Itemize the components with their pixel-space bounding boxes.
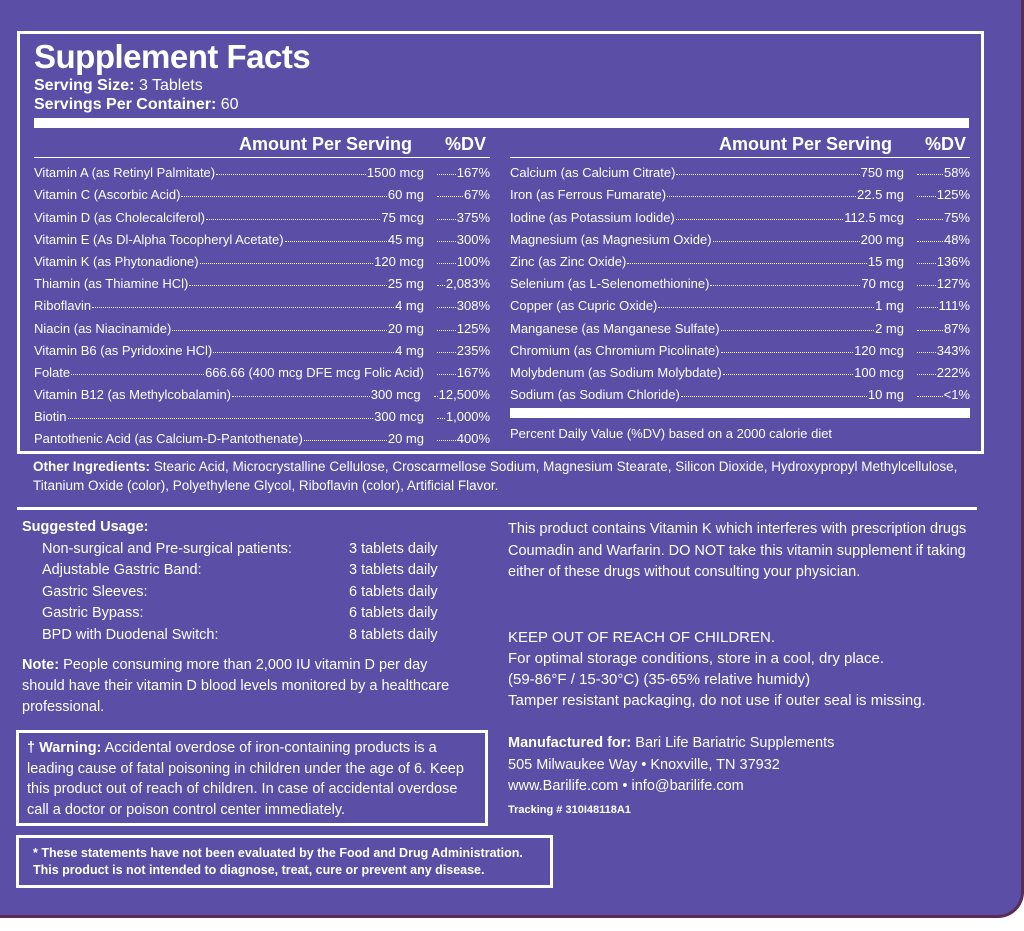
manufacturer-label: Manufactured for: — [508, 735, 632, 751]
nutrient-amount: 4 mg — [395, 342, 424, 358]
fda-line-2: This product is not intended to diagnose, treat, cure or prevent any disease. — [33, 863, 485, 877]
nutrient-dv-cell — [904, 387, 970, 402]
warning-text: Accidental overdose of iron-containing products is a leading cause of fatal poisoning in children under the age of 6. Keep this product out of reach of children. In case of accidental overdose call a doctor or poison control center immediately. — [27, 740, 464, 818]
leader-dots — [206, 219, 380, 220]
nutrient-name: Magnesium (as Magnesium Oxide) — [510, 231, 712, 247]
nutrient-amount: 75 mcg — [381, 209, 424, 225]
leader-dots — [437, 174, 456, 175]
nutrient-name: Molybdenum (as Sodium Molybdate) — [510, 364, 722, 380]
usage-label: Gastric Sleeves: — [42, 583, 148, 600]
nutrient-amount: 120 mcg — [374, 253, 424, 269]
nutrient-amount: 112.5 mcg — [844, 209, 904, 225]
manufacturer-address: 505 Milwaukee Way • Knoxville, TN 37932 — [508, 756, 780, 773]
leader-dots — [917, 374, 936, 375]
suggested-usage — [22, 519, 482, 646]
nutrient-name: Biotin — [34, 409, 67, 425]
fda-disclaimer-box — [16, 835, 553, 888]
nutrient-dv: 1,000% — [445, 409, 490, 425]
leader-dots — [917, 352, 936, 353]
nutrient-row — [34, 313, 490, 335]
right-nutrient-column — [510, 131, 970, 441]
nutrient-amount: 120 mcg — [854, 342, 904, 358]
nutrient-dv: 300% — [456, 231, 490, 247]
nutrient-dv: 12,500% — [438, 387, 490, 403]
nutrient-amount: 20 mg — [387, 431, 424, 447]
leader-dots — [437, 219, 456, 220]
nutrient-name: Sodium (as Sodium Chloride) — [510, 387, 680, 403]
nutrient-row — [34, 336, 490, 358]
nutrient-dv: 375% — [456, 209, 490, 225]
nutrient-dv-cell — [904, 254, 970, 269]
leader-dots — [627, 263, 867, 264]
iron-warning-box — [16, 730, 488, 826]
warning-label: † Warning: — [27, 740, 102, 756]
nutrient-name: Vitamin C (Ascorbic Acid) — [34, 187, 181, 203]
manufacturer-line — [508, 733, 978, 755]
nutrient-name: Chromium (as Chromium Picolinate) — [510, 342, 720, 358]
leader-dots — [437, 418, 445, 419]
nutrient-dv: 400% — [456, 431, 490, 447]
nutrient-row — [510, 291, 970, 313]
usage-value: 3 tablets daily — [349, 540, 438, 557]
nutrient-dv: 136% — [936, 253, 970, 269]
note-label: Note: — [22, 657, 60, 673]
nutrient-dv-cell — [904, 187, 970, 202]
nutrient-dv: 67% — [463, 187, 490, 203]
storage-info — [508, 627, 998, 711]
amount-header: Amount Per Serving — [238, 133, 412, 154]
leader-dots — [917, 330, 943, 331]
usage-label: BPD with Duodenal Switch: — [42, 626, 219, 643]
leader-dots — [721, 352, 854, 353]
nutrient-dv-cell — [904, 210, 970, 225]
leader-dots — [917, 241, 943, 242]
nutrient-name: Vitamin A (as Retinyl Palmitate) — [34, 165, 216, 181]
nutrient-dv-cell — [904, 165, 970, 180]
nutrient-row — [510, 180, 970, 202]
nutrient-row — [34, 269, 490, 291]
nutrient-dv: 111% — [938, 298, 970, 314]
leader-dots — [232, 396, 370, 397]
nutrient-name: Vitamin E (As Dl-Alpha Tocopheryl Acetate) — [34, 231, 284, 247]
nutrient-amount: 666.66 (400 mcg DFE mcg Folic Acid) — [205, 364, 424, 380]
storage-line-1: For optimal storage conditions, store in a cool, dry place. — [508, 650, 885, 667]
leader-dots — [189, 285, 387, 286]
nutrient-row — [510, 247, 970, 269]
nutrient-dv: 343% — [936, 342, 970, 358]
nutrient-amount: 15 mg — [867, 253, 904, 269]
nutrient-name: Vitamin B12 (as Methylcobalamin) — [34, 387, 232, 403]
note-text: People consuming more than 2,000 IU vitamin D per day should have their vitamin D blood levels monitored by a healthcare professional. — [22, 657, 450, 715]
nutrient-name: Folate — [34, 364, 71, 380]
leader-dots — [710, 285, 860, 286]
leader-dots — [437, 241, 456, 242]
nutrient-row — [510, 225, 970, 247]
leader-dots — [721, 330, 875, 331]
nutrient-dv-cell — [424, 232, 490, 247]
nutrient-dv-cell — [904, 232, 970, 247]
nutrient-amount: 300 mcg — [370, 387, 421, 403]
leader-dots — [917, 196, 936, 197]
nutrient-amount: 2 mg — [875, 320, 904, 336]
other-ingredients-label: Other Ingredients: — [33, 459, 151, 474]
nutrient-dv: 58% — [943, 165, 970, 181]
leader-dots — [917, 219, 943, 220]
nutrient-amount: 4 mg — [395, 298, 424, 314]
nutrient-dv-cell — [421, 387, 490, 402]
left-column-header — [34, 131, 490, 158]
leader-dots — [71, 374, 204, 375]
vitamin-d-note — [22, 655, 472, 718]
servings-per-container-value: 60 — [220, 96, 239, 113]
nutrient-amount: 22.5 mg — [857, 187, 904, 203]
usage-value: 8 tablets daily — [349, 626, 438, 643]
percent-dv-note: Percent Daily Value (%DV) based on a 2000 calorie diet — [510, 426, 833, 442]
leader-dots — [437, 196, 463, 197]
leader-dots — [917, 174, 943, 175]
leader-dots — [172, 330, 387, 331]
leader-dots — [437, 285, 445, 286]
nutrient-amount: 100 mcg — [854, 364, 904, 380]
serving-size-label: Serving Size: — [34, 77, 135, 94]
usage-label: Gastric Bypass: — [42, 605, 144, 622]
leader-dots — [917, 285, 936, 286]
usage-value: 6 tablets daily — [349, 583, 438, 600]
leader-dots — [216, 174, 366, 175]
nutrient-dv-cell — [424, 409, 490, 424]
nutrient-dv: 100% — [456, 253, 490, 269]
nutrient-row — [34, 247, 490, 269]
leader-dots — [713, 241, 860, 242]
other-ingredients — [33, 457, 963, 495]
nutrient-dv: 75% — [943, 209, 970, 225]
leader-dots — [917, 263, 936, 264]
nutrient-amount: 10 mg — [867, 387, 904, 403]
section-divider — [17, 507, 977, 510]
nutrient-name: Zinc (as Zinc Oxide) — [510, 253, 627, 269]
serving-size — [34, 76, 203, 95]
leader-dots — [181, 196, 386, 197]
servings-per-container-label: Servings Per Container: — [34, 96, 217, 113]
nutrient-name: Calcium (as Calcium Citrate) — [510, 165, 676, 181]
nutrient-amount: 20 mg — [387, 320, 424, 336]
usage-row — [22, 560, 482, 582]
nutrient-dv-cell — [424, 431, 490, 446]
leader-dots — [437, 307, 456, 308]
storage-line-3: Tamper resistant packaging, do not use if outer seal is missing. — [508, 692, 926, 709]
supplement-facts-box — [17, 31, 984, 454]
nutrient-row — [510, 358, 970, 380]
servings-per-container — [34, 95, 239, 114]
leader-dots — [92, 307, 394, 308]
nutrient-row — [34, 424, 490, 446]
left-nutrient-column — [34, 131, 490, 446]
manufacturer-contact: www.Barilife.com • info@barilife.com — [508, 778, 744, 794]
nutrient-amount: 1 mg — [875, 298, 904, 314]
leader-dots — [658, 307, 874, 308]
nutrient-dv: 125% — [936, 187, 970, 203]
nutrient-row — [34, 202, 490, 224]
header-divider — [34, 118, 969, 128]
dv-header: %DV — [444, 133, 486, 154]
nutrient-row — [510, 202, 970, 224]
nutrient-amount: 200 mg — [860, 231, 904, 247]
nutrient-row — [34, 380, 490, 402]
nutrient-dv: 127% — [936, 276, 970, 292]
vitamin-k-notice: This product contains Vitamin K which interferes with prescription drugs Coumadin and Warfarin. DO NOT take this vitamin supplement if taking either of these drugs without consulting your physician. — [508, 521, 967, 580]
nutrient-amount: 70 mcg — [861, 276, 904, 292]
leader-dots — [667, 196, 856, 197]
nutrient-name: Vitamin K (as Phytonadione) — [34, 253, 199, 269]
nutrient-dv-cell — [424, 365, 490, 380]
nutrient-dv: 2,083% — [445, 276, 490, 292]
nutrient-row — [510, 158, 970, 180]
nutrient-row — [34, 158, 490, 180]
nutrient-dv-cell — [904, 365, 970, 380]
nutrient-name: Thiamin (as Thiamine HCl) — [34, 276, 189, 292]
nutrient-name: Pantothenic Acid (as Calcium-D-Pantothenate) — [34, 431, 303, 447]
usage-label: Non-surgical and Pre-surgical patients: — [42, 540, 292, 557]
fda-line-1: * These statements have not been evaluated by the Food and Drug Administration. — [33, 846, 523, 860]
nutrient-dv: 125% — [456, 320, 490, 336]
usage-value: 3 tablets daily — [349, 562, 438, 579]
nutrient-name: Riboflavin — [34, 298, 92, 314]
nutrient-name: Vitamin B6 (as Pyridoxine HCl) — [34, 342, 213, 358]
nutrient-amount: 750 mg — [860, 165, 904, 181]
nutrient-amount: 25 mg — [387, 276, 424, 292]
nutrient-row — [34, 180, 490, 202]
leader-dots — [681, 396, 867, 397]
usage-value: 6 tablets daily — [349, 605, 438, 622]
nutrient-dv: 308% — [456, 298, 490, 314]
nutrient-row — [34, 291, 490, 313]
nutrient-amount: 300 mcg — [374, 409, 424, 425]
nutrient-dv-cell — [424, 254, 490, 269]
nutrient-dv-cell — [424, 165, 490, 180]
nutrient-dv: 48% — [943, 231, 970, 247]
nutrient-dv-cell — [424, 343, 490, 358]
leader-dots — [200, 263, 374, 264]
nutrient-dv-cell — [424, 187, 490, 202]
keep-out-of-reach: KEEP OUT OF REACH OF CHILDREN. — [508, 629, 775, 646]
nutrient-row — [510, 313, 970, 335]
nutrient-dv-cell — [904, 276, 970, 291]
nutrient-dv-cell — [904, 298, 970, 313]
nutrient-dv: 167% — [456, 364, 490, 380]
nutrient-dv: 167% — [456, 165, 490, 181]
right-column-header — [510, 131, 970, 158]
dv-header: %DV — [924, 133, 966, 154]
nutrient-row — [510, 336, 970, 358]
nutrient-name: Copper (as Cupric Oxide) — [510, 298, 658, 314]
nutrient-amount: 1500 mcg — [366, 165, 424, 181]
leader-dots — [437, 352, 456, 353]
manufacturer-info — [508, 733, 978, 798]
nutrient-dv-cell — [904, 321, 970, 336]
nutrient-row — [34, 402, 490, 424]
nutrient-dv: 235% — [456, 342, 490, 358]
usage-row — [22, 581, 482, 603]
leader-dots — [213, 352, 394, 353]
other-ingredients-text: Stearic Acid, Microcrystalline Cellulose, Croscarmellose Sodium, Magnesium Stearate, Silicon Dioxide, Hydroxypropyl Methylcellulose, Titanium Oxide (color), Polyethylene Glycol, Riboflavin (color), Artificial Flavor. — [33, 459, 958, 493]
nutrient-dv: <1% — [943, 387, 970, 403]
leader-dots — [917, 307, 938, 308]
nutrient-dv: 222% — [936, 364, 970, 380]
usage-label: Adjustable Gastric Band: — [42, 562, 202, 579]
nutrient-row — [34, 225, 490, 247]
leader-dots — [304, 440, 387, 441]
nutrient-dv: 87% — [943, 320, 970, 336]
usage-row — [22, 603, 482, 625]
manufacturer-name: Bari Life Bariatric Supplements — [631, 735, 835, 751]
nutrient-dv-cell — [424, 321, 490, 336]
nutrient-name: Iodine (as Potassium Iodide) — [510, 209, 675, 225]
leader-dots — [437, 374, 456, 375]
serving-size-value: 3 Tablets — [138, 77, 203, 94]
nutrient-row — [510, 269, 970, 291]
nutrient-row — [34, 358, 490, 380]
dv-divider — [510, 408, 970, 418]
amount-header: Amount Per Serving — [718, 133, 892, 154]
nutrient-name: Selenium (as L-Selenomethionine) — [510, 276, 710, 292]
nutrient-dv-cell — [424, 298, 490, 313]
leader-dots — [437, 330, 456, 331]
tracking-number: Tracking # 310I48118A1 — [508, 804, 631, 816]
leader-dots — [437, 440, 456, 441]
leader-dots — [723, 374, 853, 375]
nutrient-name: Manganese (as Manganese Sulfate) — [510, 320, 720, 336]
leader-dots — [68, 418, 374, 419]
nutrient-amount: 60 mg — [387, 187, 424, 203]
nutrient-name: Niacin (as Niacinamide) — [34, 320, 172, 336]
leader-dots — [437, 263, 456, 264]
nutrient-name: Vitamin D (as Cholecalciferol) — [34, 209, 205, 225]
leader-dots — [917, 396, 943, 397]
page-title: Supplement Facts — [34, 38, 311, 75]
nutrient-row — [510, 380, 970, 402]
suggested-usage-heading: Suggested Usage: — [22, 519, 149, 535]
leader-dots — [676, 219, 843, 220]
leader-dots — [285, 241, 387, 242]
usage-row — [22, 624, 482, 646]
leader-dots — [676, 174, 859, 175]
storage-line-2: (59-86°F / 15-30°C) (35-65% relative humidy) — [508, 671, 811, 688]
nutrient-dv-cell — [424, 210, 490, 225]
nutrient-dv-cell — [424, 276, 490, 291]
nutrient-amount: 45 mg — [387, 231, 424, 247]
usage-row — [22, 538, 482, 560]
nutrient-dv-cell — [904, 343, 970, 358]
nutrient-name: Iron (as Ferrous Fumarate) — [510, 187, 667, 203]
leader-dots — [434, 396, 438, 397]
